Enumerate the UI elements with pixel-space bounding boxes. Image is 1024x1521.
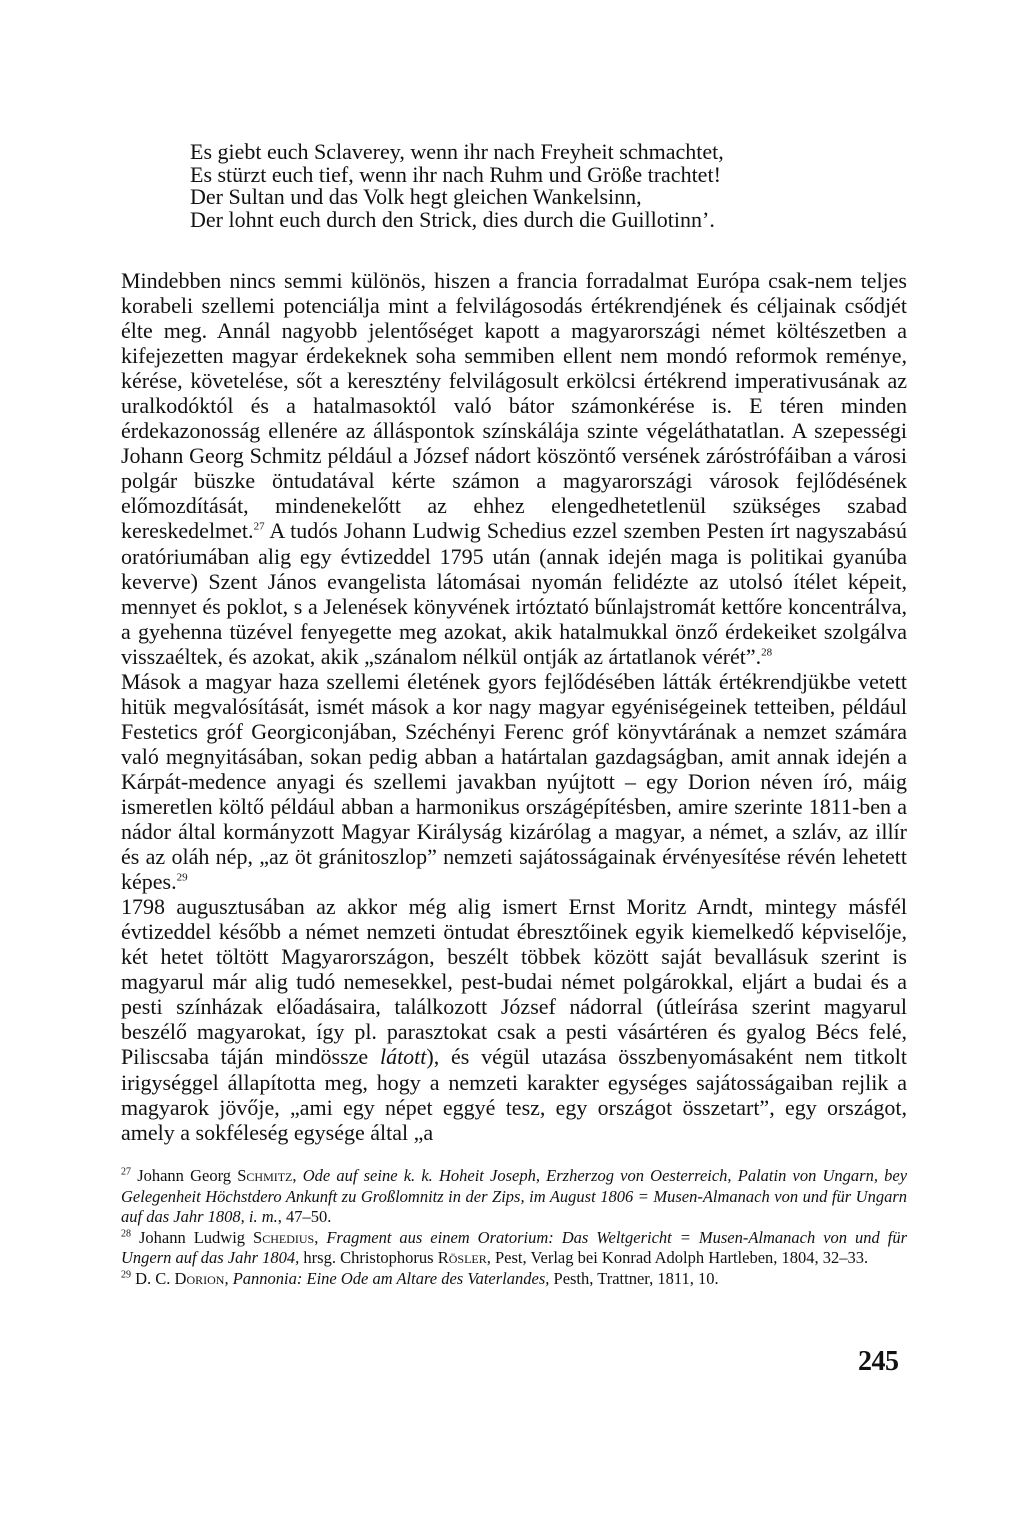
footnote-ref-28[interactable]: 28 bbox=[761, 646, 773, 659]
footnote-separator: , bbox=[224, 1268, 233, 1288]
footnote-27 bbox=[121, 1166, 907, 1228]
footnote-editor-surname: Rösler bbox=[437, 1248, 487, 1267]
footnotes bbox=[121, 1166, 907, 1289]
page-number: 245 bbox=[858, 1346, 899, 1377]
footnote-details-b: , Pest, Verlag bei Konrad Adolph Hartleben, 1804, 32–33. bbox=[486, 1248, 869, 1267]
footnote-details: Pesth, Trattner, 1811, 10. bbox=[549, 1268, 719, 1288]
footnote-title: Ode auf seine k. k. Hoheit Joseph, Erzherzog von Oesterreich, Palatin von Ungarn, bey Gelegenheit Höchstdero Ankunft zu Großlomnitz in der Zips, im August 1806 = Musen-Almanach von und für Ungarn auf das Jahr 1808, i. m. bbox=[121, 1166, 908, 1226]
main-text bbox=[121, 268, 907, 1145]
footnote-ref-27[interactable]: 27 bbox=[253, 521, 265, 534]
paragraph-1-part-a: Mindebben nincs semmi különös, hiszen a francia forradalmat Európa csak-nem teljes korabeli szellemi potenciálja mint a felvilágosodás értékrendjének és céljainak csődjét élte meg. Annál nagyobb jelentőséget kapott a magyarországi német költészetben a kifejezetten magyar érdekeknek soha semmiben ellent nem mondó reformok reménye, kérése, követelése, sőt a keresztény felvilágosult erkölcsi értékrend imperativusának az uralkodóktól és a hatalmasoktól való bátor számonkérése is. E téren minden érdekazonosság ellenére az álláspontok színskálája szinte végeláthatatlan. A szepességi Johann Georg Schmitz például a József nádort köszöntő versének záróstrófáiban a városi polgár büszke öntudatával kérte számon a magyarországi városok fejlődésének előmozdítását, mindenekelőtt az ehhez elengedhetetlenül szükséges szabad kereskedelmet. bbox=[121, 268, 907, 544]
paragraph-3-part-b: ), és végül utazása összbenyomásaként nem titkolt irigységgel állapította meg, hogy a nemzeti karakter egységes sajátosságaiban rejlik a magyarok jövője, „ami egy népet eggyé tesz, egy országot összetart”, egy országot, amely a sokféleség egysége által „a bbox=[121, 1044, 907, 1145]
footnote-separator: , bbox=[314, 1227, 327, 1247]
paragraph-3-emphasis: látott bbox=[379, 1044, 427, 1070]
footnote-author-first: Johann Georg bbox=[137, 1166, 238, 1185]
poem-line-3: Der Sultan und das Volk hegt gleichen Wankelsinn, bbox=[190, 184, 642, 209]
footnote-details-a: hrsg. Christophorus bbox=[299, 1248, 438, 1267]
paragraph-2 bbox=[121, 669, 907, 894]
footnote-number: 29 bbox=[121, 1269, 131, 1280]
footnote-number: 28 bbox=[121, 1228, 131, 1239]
footnote-separator: , bbox=[292, 1166, 303, 1185]
footnote-author-surname: Schmitz bbox=[237, 1166, 293, 1185]
footnote-author-surname: Dorion bbox=[174, 1268, 225, 1288]
footnote-author-surname: Schedius bbox=[253, 1227, 315, 1247]
paragraph-1-part-b: A tudós Johann Ludwig Schedius ezzel szemben Pesten írt nagyszabású oratóriumában alig egy évtizeddel 1795 után (annak idején maga is politikai gyanúba keverve) Szent János evangelista látomásai nyomán felidézte az utolsó ítélet képeit, mennyet és poklot, s a Jelenések könyvének irtóztató bűnlajstromát kettőre koncentrálva, a gyehenna tüzével fenyegette meg azokat, akik hatalmukkal önző érdekeiket szolgálva visszaéltek, és azokat, akik „szánalom nélkül ontják az ártatlanok vérét”. bbox=[121, 518, 907, 669]
poem-line-2: Es stürzt euch tief, wenn ihr nach Ruhm und Größe trachtet! bbox=[190, 161, 721, 187]
footnote-title: Pannonia: Eine Ode am Altare des Vaterlandes, bbox=[232, 1268, 550, 1288]
poem-line-4: Der lohnt euch durch den Strick, dies durch die Guillotinn’. bbox=[190, 206, 715, 232]
footnote-details: , 47–50. bbox=[277, 1207, 332, 1226]
footnote-ref-29[interactable]: 29 bbox=[176, 871, 188, 884]
footnote-number: 27 bbox=[121, 1166, 131, 1178]
paragraph-3-part-a: 1798 augusztusában az akkor még alig ismert Ernst Moritz Arndt, mintegy másfél évtizeddel később a német nemzeti öntudat ébresztőinek egyik kiemelkedő képviselője, két hetet töltött Magyarországon, beszélt többek között saját bevallásuk szerint is magyarul már alig tudó nemesekkel, pest-budai német polgárokkal, eljárt a budai és a pesti színházak előadásaira, találkozott József nádorral (útleírása szerint magyarul beszélő magyarokat, így pl. parasztokat csak a pesti vásártéren és gyalog Bécs felé, Piliscsaba táján mindössze bbox=[121, 894, 907, 1070]
paragraph-1 bbox=[121, 268, 907, 669]
footnote-author-first: Johann Ludwig bbox=[138, 1227, 254, 1247]
paragraph-3 bbox=[121, 894, 907, 1144]
footnote-title: Fragment aus einem Oratorium: Das Weltgericht = Musen-Almanach von und für Ungern auf das Jahr 1804, bbox=[121, 1227, 908, 1267]
footnote-29 bbox=[121, 1269, 907, 1290]
footnote-author-first: D. C. bbox=[135, 1268, 175, 1288]
poem-line-1: Es giebt euch Sclaverey, wenn ihr nach Freyheit schmachtet, bbox=[190, 139, 724, 164]
poem-quote bbox=[190, 141, 910, 231]
paragraph-2-text: Mások a magyar haza szellemi életének gyors fejlődésében látták értékrendjükbe vetett hitük megvalósítását, ismét mások a kor nagy magyar egyéniségeinek tetteiben, például Festetics gróf Georgiconjában, Széchényi Ferenc gróf könyvtárának a nemzet számára való megnyitásában, sokan pedig abban a határtalan gazdagságban, amit annak idején a Kárpát-medence anyagi és szellemi javakban nyújtott – egy Dorion néven író, máig ismeretlen költő például abban a harmonikus országépítésben, amire szerinte 1811-ben a nádor által kormányzott Magyar Királyság kizárólag a magyar, a német, a szláv, az illír és az oláh nép, „az öt gránitoszlop” nemzeti sajátosságainak érvényesítése révén lehetett képes. bbox=[121, 668, 907, 895]
footnote-28 bbox=[121, 1228, 907, 1269]
